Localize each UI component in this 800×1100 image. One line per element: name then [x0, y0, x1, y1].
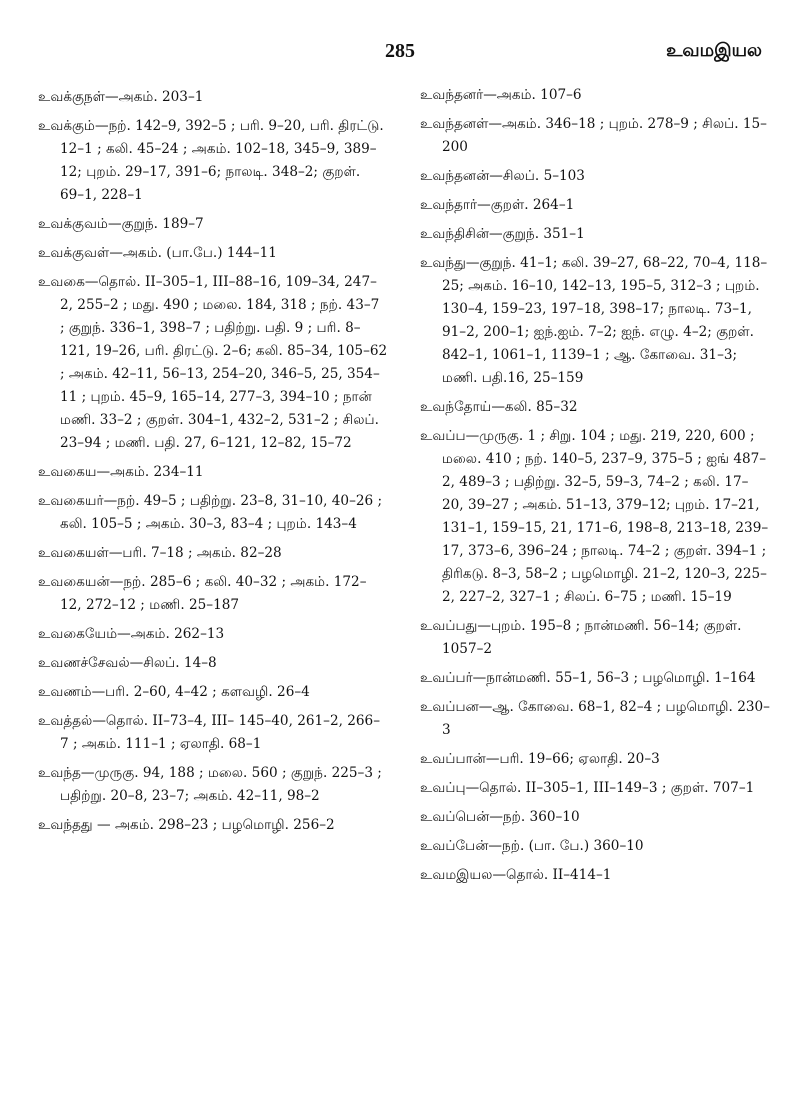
- index-entry: உவணச்சேவல்—சிலப். 14–8: [38, 655, 217, 671]
- index-entry: உவக்குவம்—குறுந். 189–7: [38, 216, 204, 232]
- index-entry: உவந்தோய்—கலி. 85–32: [420, 399, 578, 415]
- running-head: உவமஇயல: [666, 40, 762, 61]
- index-entry: உவந்தனன்—சிலப். 5–103: [420, 168, 585, 184]
- index-entry: உவந்தது — அகம். 298–23 ; பழமொழி. 256–2: [38, 817, 335, 833]
- index-entry: உவகையள்—பரி. 7–18 ; அகம். 82–28: [38, 545, 282, 561]
- index-entry: உவந்து—குறுந். 41–1; கலி. 39–27, 68–22, 70–4, 118–25; அகம். 16–10, 142–13, 195–5, 312–3 ; புறம். 130–4, 159–23, 197–18, 398–17; நாலடி. 73–1, 91–2, 200–1; ஐந்.ஐம். 7–2; ஐந். எழு. 4–2; குறள். 842–1, 1061–1, 1139–1 ; ஆ. கோவை. 31–3; மணி. பதி.16, 25–159: [420, 255, 768, 386]
- right-column: [420, 84, 770, 893]
- index-entry: உவகையன்—நற். 285–6 ; கலி. 40–32 ; அகம். 172–12, 272–12 ; மணி. 25–187: [38, 574, 367, 613]
- index-entry: உவகை—தொல். II–305–1, III–88–16, 109–34, 247–2, 255–2 ; மது. 490 ; மலை. 184, 318 ; நற். 43–7 ; குறுந். 336–1, 398–7 ; பதிற்று. பதி. 9 ; பரி. 8–121, 19–26, பரி. திரட்டு. 2–6; கலி. 85–34, 105–62 ; அகம். 42–11, 56–13, 254–20, 346–5, 25, 354–11 ; புறம். 45–9, 165–14, 277–3, 394–10 ; நான் மணி. 33–2 ; குறள். 304–1, 432–2, 531–2 ; சிலப். 23–94 ; மணி. பதி. 27, 6–121, 12–82, 15–72: [38, 274, 388, 451]
- index-entry: உவமஇயல—தொல். II–414–1: [420, 867, 612, 883]
- index-entry: உவப்பென்—நற். 360–10: [420, 809, 580, 825]
- index-entry: உவணம்—பரி. 2–60, 4–42 ; களவழி. 26–4: [38, 684, 310, 700]
- index-entry: உவப்பர்—நான்மணி. 55–1, 56–3 ; பழமொழி. 1–164: [420, 670, 756, 686]
- index-entry: உவப்பது—புறம். 195–8 ; நான்மணி. 56–14; குறள். 1057–2: [420, 618, 742, 657]
- index-entry: உவப்பு—தொல். II–305–1, III–149–3 ; குறள். 707–1: [420, 780, 755, 796]
- index-entry: உவப்பேன்—நற். (பா. பே.) 360–10: [420, 838, 644, 854]
- index-entry: உவப்ப—முருகு. 1 ; சிறு. 104 ; மது. 219, 220, 600 ; மலை. 410 ; நற். 140–5, 237–9, 375–5 ; ஐங் 487–2, 489–3 ; பதிற்று. 32–5, 59–3, 74–2 ; கலி. 17–20, 39–27 ; அகம். 51–13, 379–12; புறம். 17–21, 131–1, 159–15, 21, 171–6, 198–8, 213–18, 239–17, 373–6, 396–24 ; நாலடி. 74–2 ; குறள். 394–1 ; திரிகடு. 8–3, 58–2 ; பழமொழி. 21–2, 120–3, 225–2, 227–2, 327–1 ; சிலப். 6–75 ; மணி. 15–19: [420, 428, 769, 605]
- index-entry: உவப்பன—ஆ. கோவை. 68–1, 82–4 ; பழமொழி. 230–3: [420, 699, 770, 738]
- index-entry: உவக்குநள்—அகம். 203–1: [38, 89, 204, 105]
- index-entry: உவப்பான்—பரி. 19–66; ஏலாதி. 20–3: [420, 751, 660, 767]
- page-number: 285: [385, 40, 415, 62]
- index-entry: உவக்கும்—நற். 142–9, 392–5 ; பரி. 9–20, பரி. திரட்டு. 12–1 ; கலி. 45–24 ; அகம். 102–18, 345–9, 389–12; புறம். 29–17, 391–6; நாலடி. 348–2; குறள். 69–1, 228–1: [38, 118, 384, 203]
- left-column: [38, 86, 388, 843]
- index-entry: உவந்தார்—குறள். 264–1: [420, 197, 575, 213]
- index-entry: உவகைய—அகம். 234–11: [38, 464, 204, 480]
- index-entry: உவந்தனள்—அகம். 346–18 ; புறம். 278–9 ; சிலப். 15–200: [420, 116, 767, 155]
- index-entry: உவக்குவள்—அகம். (பா.பே.) 144–11: [38, 245, 277, 261]
- index-entry: உவந்திசின்—குறுந். 351–1: [420, 226, 585, 242]
- index-entry: உவந்தனர்—அகம். 107–6: [420, 87, 582, 103]
- index-entry: உவந்த—முருகு. 94, 188 ; மலை. 560 ; குறுந். 225–3 ; பதிற்று. 20–8, 23–7; அகம். 42–11, 98–2: [38, 765, 382, 804]
- index-entry: உவத்தல்—தொல். II–73–4, III– 145–40, 261–2, 266–7 ; அகம். 111–1 ; ஏலாதி. 68–1: [38, 713, 381, 752]
- index-entry: உவகையேம்—அகம். 262–13: [38, 626, 225, 642]
- index-entry: உவகையர்—நற். 49–5 ; பதிற்று. 23–8, 31–10, 40–26 ; கலி. 105–5 ; அகம். 30–3, 83–4 ; புறம். 143–4: [38, 493, 383, 532]
